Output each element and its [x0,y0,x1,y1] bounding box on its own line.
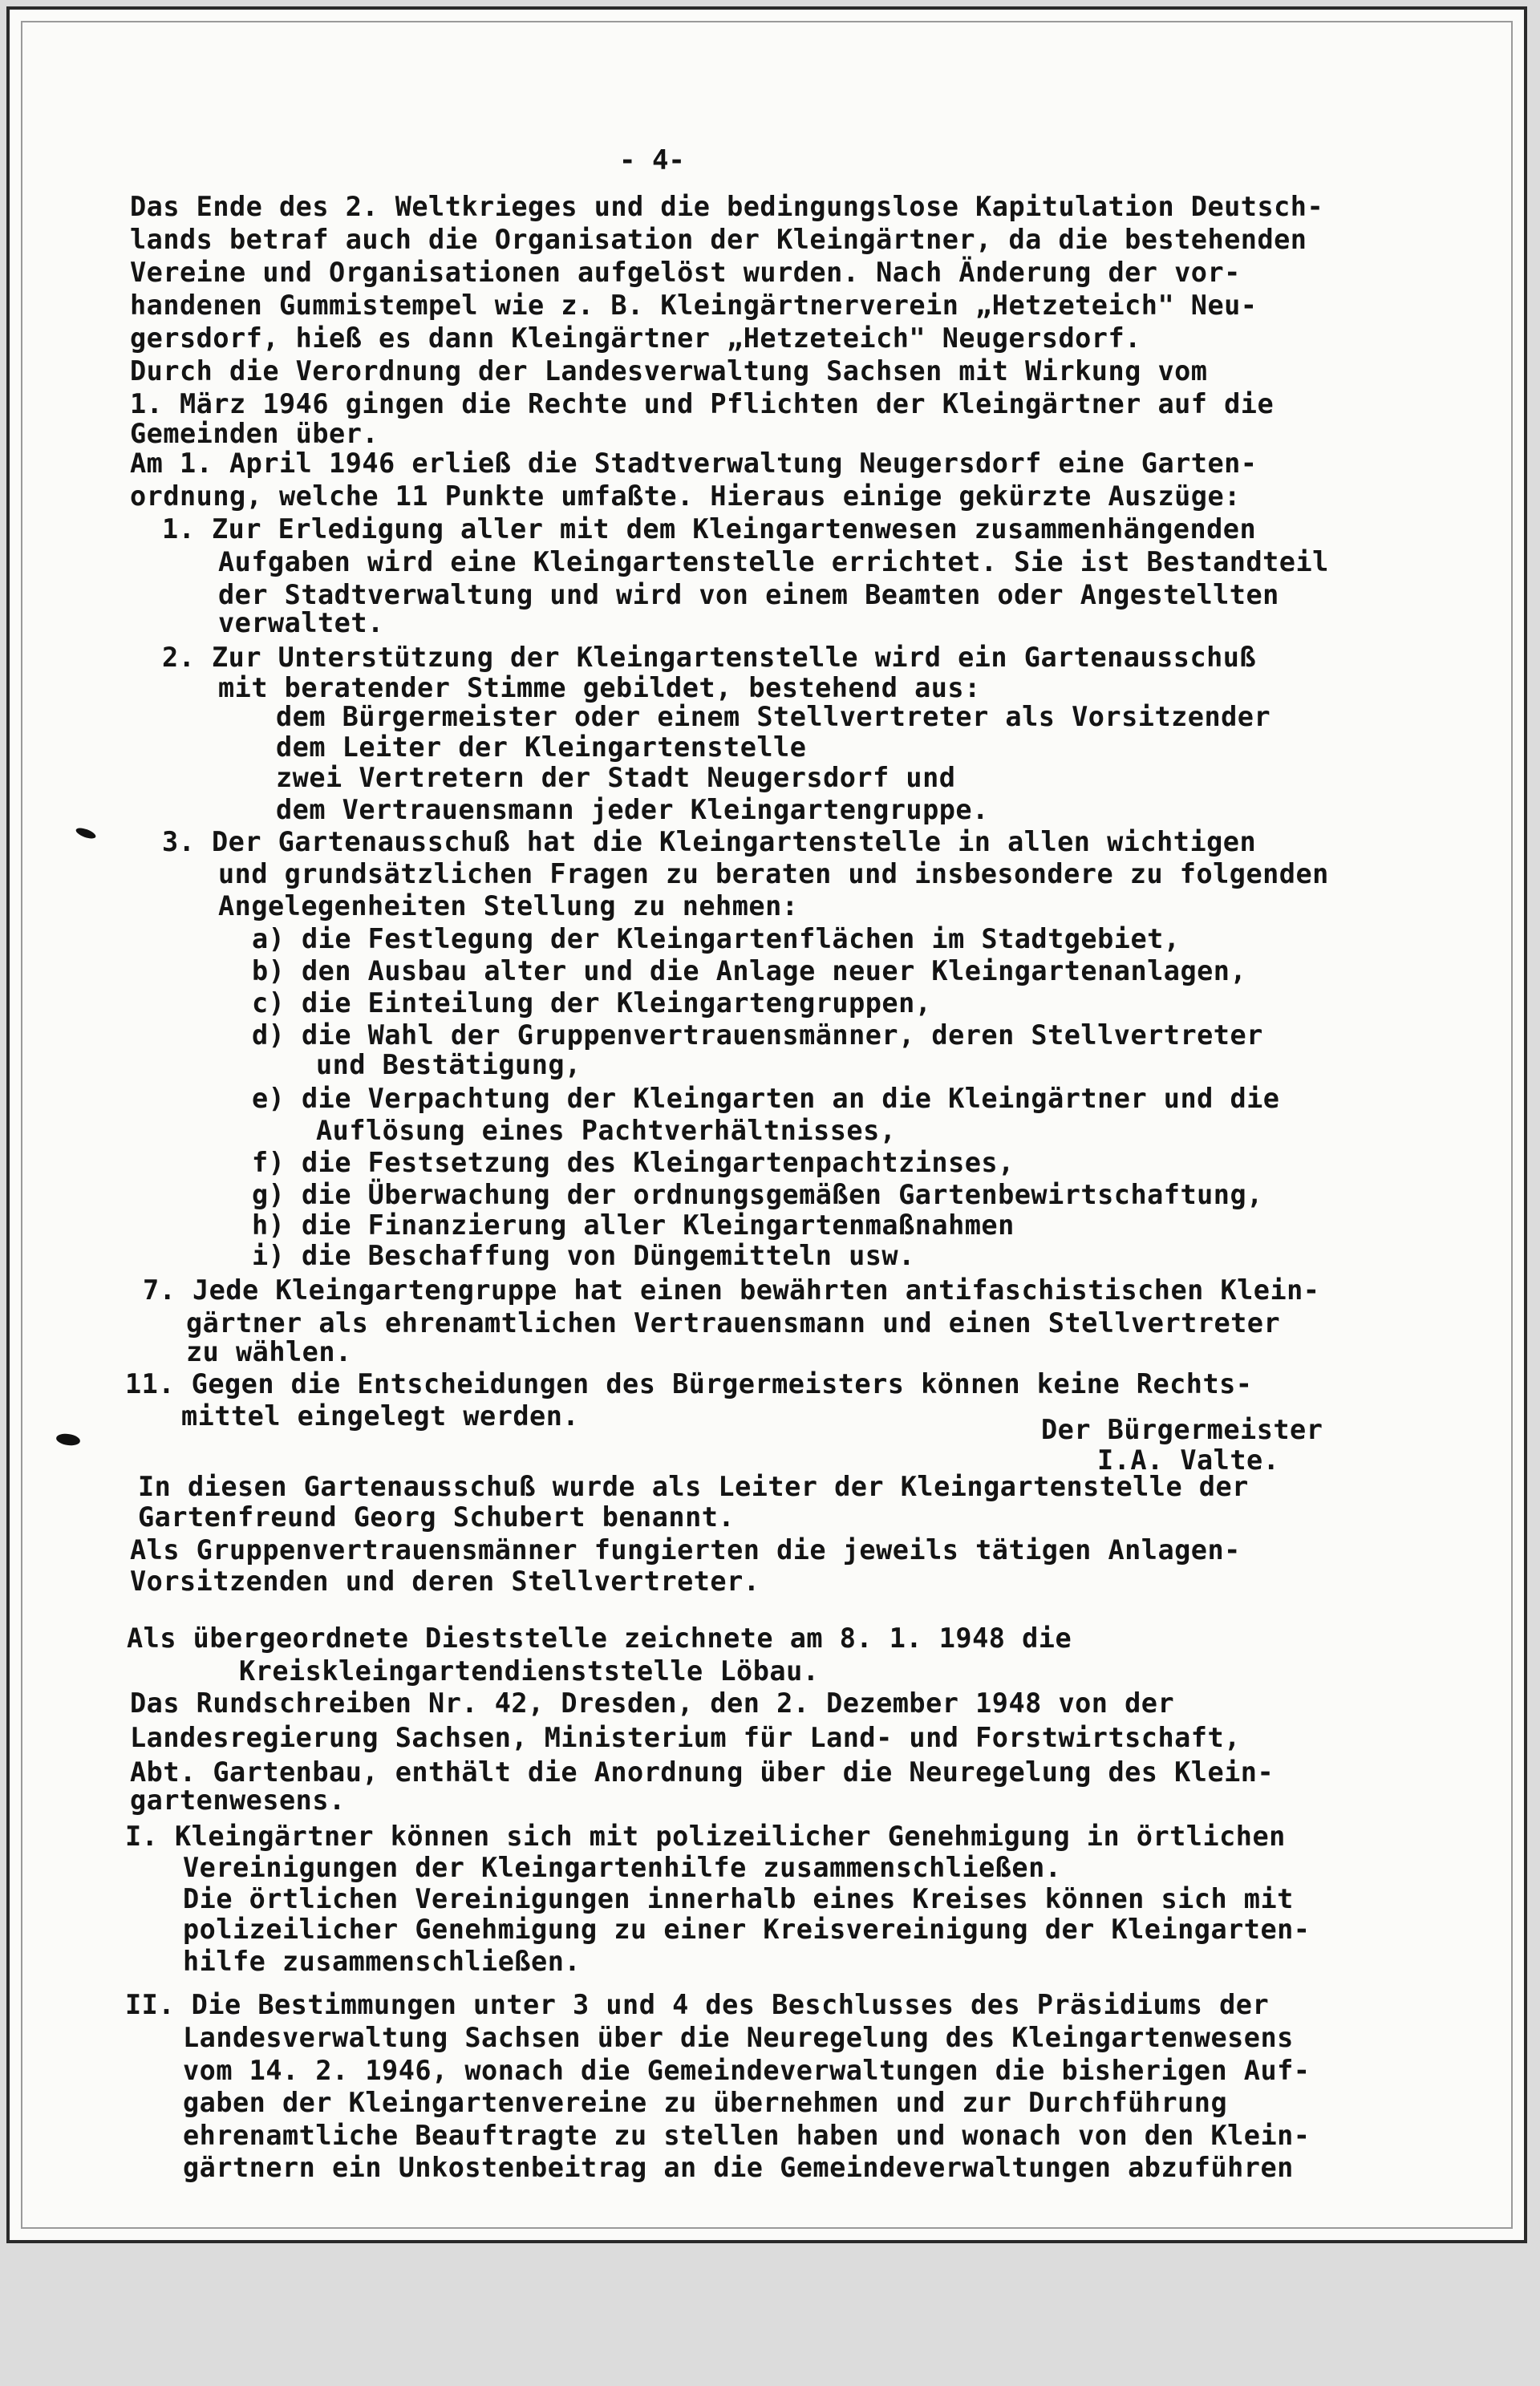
text-line: Aufgaben wird eine Kleingartenstelle errichtet. Sie ist Bestandteil [218,546,1329,577]
text-line: c) die Einteilung der Kleingartengruppen, [252,987,932,1019]
text-line: Vereine und Organisationen aufgelöst wurden. Nach Änderung der vor- [130,257,1241,288]
text-line: 3. Der Gartenausschuß hat die Kleingartenstelle in allen wichtigen [162,826,1257,857]
text-line: 2. Zur Unterstützung der Kleingartenstelle wird ein Gartenausschuß [162,642,1257,673]
text-line: dem Vertrauensmann jeder Kleingartengruppe. [276,794,989,825]
text-line: Als übergeordnete Dieststelle zeichnete am 8. 1. 1948 die [127,1622,1072,1654]
text-line: h) die Finanzierung aller Kleingartenmaßnahmen [252,1209,1015,1241]
text-line: zwei Vertretern der Stadt Neugersdorf und [276,762,956,793]
text-line: f) die Festsetzung des Kleingartenpachtzinses, [252,1147,1015,1178]
text-line: hilfe zusammenschließen. [183,1946,582,1977]
text-line: 1. Zur Erledigung aller mit dem Kleingartenwesen zusammenhängenden [162,513,1257,545]
text-line: Gartenfreund Georg Schubert benannt. [138,1501,736,1533]
text-line: Das Rundschreiben Nr. 42, Dresden, den 2. Dezember 1948 von der [130,1687,1175,1719]
text-line: dem Bürgermeister oder einem Stellvertreter als Vorsitzender [276,701,1271,732]
text-line: a) die Festlegung der Kleingartenflächen im Stadtgebiet, [252,923,1181,954]
text-line: Landesregierung Sachsen, Ministerium für Land- und Forstwirtschaft, [130,1722,1241,1753]
text-line: 11. Gegen die Entscheidungen des Bürgermeisters können keine Rechts- [125,1368,1253,1400]
text-line: g) die Überwachung der ordnungsgemäßen Gartenbewirtschaftung, [252,1179,1263,1210]
text-line: Angelegenheiten Stellung zu nehmen: [218,890,799,922]
text-line: i) die Beschaffung von Düngemitteln usw. [252,1240,915,1271]
text-line: Vorsitzenden und deren Stellvertreter. [130,1566,760,1597]
text-line: Am 1. April 1946 erließ die Stadtverwaltung Neugersdorf eine Garten- [130,448,1258,479]
text-line: Gemeinden über. [130,418,379,449]
text-line: ordnung, welche 11 Punkte umfaßte. Hieraus einige gekürzte Auszüge: [130,480,1241,512]
text-line: 1. März 1946 gingen die Rechte und Pflichten der Kleingärtner auf die [130,388,1275,419]
text-line: ehrenamtliche Beauftragte zu stellen haben und wonach von den Klein- [183,2120,1311,2151]
text-line: handenen Gummistempel wie z. B. Kleingärtnerverein „Hetzeteich" Neu- [130,290,1258,321]
text-line: zu wählen. [186,1336,352,1367]
text-line: der Stadtverwaltung und wird von einem Beamten oder Angestellten [218,579,1279,610]
text-line: Vereinigungen der Kleingartenhilfe zusammenschließen. [183,1852,1062,1883]
text-line: lands betraf auch die Organisation der Kleingärtner, da die bestehenden [130,224,1307,255]
text-line: Landesverwaltung Sachsen über die Neuregelung des Kleingartenwesens [183,2022,1294,2053]
text-line: dem Leiter der Kleingartenstelle [276,731,807,763]
text-line: gärtner als ehrenamtlichen Vertrauensmann und einen Stellvertreter [186,1307,1281,1339]
text-line: verwaltet. [218,607,384,638]
text-line: gärtnern ein Unkostenbeitrag an die Gemeindeverwaltungen abzuführen [183,2152,1294,2183]
typewritten-text [106,10,1485,2386]
text-line: II. Die Bestimmungen unter 3 und 4 des Beschlusses des Präsidiums der [125,1989,1270,2020]
text-line: I. Kleingärtner können sich mit polizeilicher Genehmigung in örtlichen [125,1821,1286,1852]
page-number: - 4- [619,144,685,176]
text-line: Abt. Gartenbau, enthält die Anordnung über die Neuregelung des Klein- [130,1756,1275,1788]
text-line: mit beratender Stimme gebildet, bestehend aus: [218,672,981,703]
text-line: und grundsätzlichen Fragen zu beraten und insbesondere zu folgenden [218,858,1329,889]
text-line: polizeilicher Genehmigung zu einer Kreisvereinigung der Kleingarten- [183,1914,1311,1945]
text-line: Durch die Verordnung der Landesverwaltung Sachsen mit Wirkung vom [130,355,1208,387]
scanned-page [6,6,1527,2243]
text-line: gaben der Kleingartenvereine zu übernehmen und zur Durchführung [183,2087,1228,2118]
text-line: vom 14. 2. 1946, wonach die Gemeindeverwaltungen die bisherigen Auf- [183,2055,1311,2086]
text-line: Kreiskleingartendienststelle Löbau. [239,1655,820,1687]
text-line: mittel eingelegt werden. [181,1400,580,1432]
text-line: gartenwesens. [130,1784,346,1816]
text-line: Als Gruppenvertrauensmänner fungierten die jeweils tätigen Anlagen- [130,1534,1241,1566]
signature-title: Der Bürgermeister [1041,1414,1323,1445]
text-line: Auflösung eines Pachtverhältnisses, [316,1115,897,1146]
text-line: d) die Wahl der Gruppenvertrauensmänner, deren Stellvertreter [252,1019,1263,1051]
text-line: Das Ende des 2. Weltkrieges und die bedingungslose Kapitulation Deutsch- [130,191,1324,222]
text-line: In diesen Gartenausschuß wurde als Leiter der Kleingartenstelle der [138,1471,1249,1502]
text-line: e) die Verpachtung der Kleingarten an die Kleingärtner und die [252,1083,1280,1114]
text-line: gersdorf, hieß es dann Kleingärtner „Hetzeteich" Neugersdorf. [130,322,1141,354]
text-line: 7. Jede Kleingartengruppe hat einen bewährten antifaschistischen Klein- [143,1274,1320,1306]
text-line: Die örtlichen Vereinigungen innerhalb eines Kreises können sich mit [183,1883,1294,1914]
signature-name: I.A. Valte. [1097,1444,1280,1476]
text-line: b) den Ausbau alter und die Anlage neuer Kleingartenanlagen, [252,955,1247,986]
text-line: und Bestätigung, [316,1049,582,1080]
